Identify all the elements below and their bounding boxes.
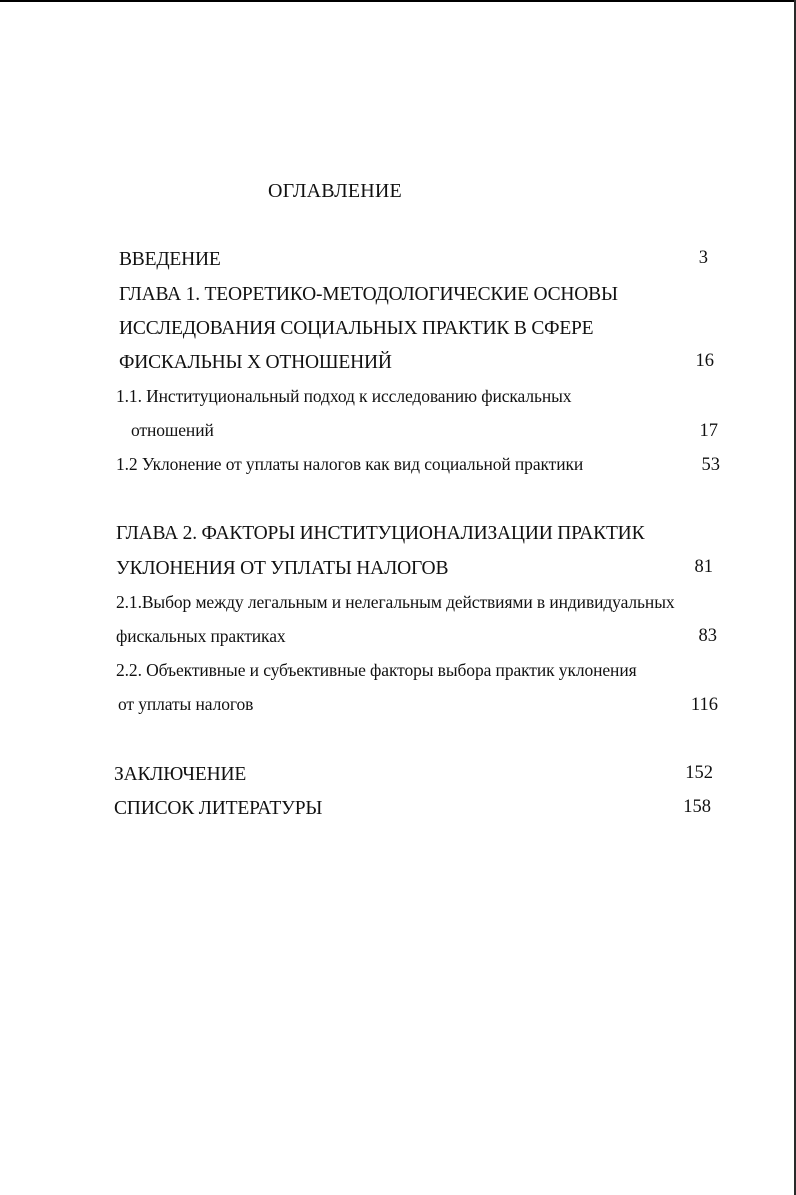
toc-section1-1-line1: 1.1. Институциональный подход к исследованию фискальных <box>116 386 572 406</box>
toc-intro-page: 3 <box>698 248 708 268</box>
toc-section2-1-line2: фискальных практиках <box>116 626 286 646</box>
scan-top-edge <box>0 0 796 2</box>
toc-chapter1-line3: ФИСКАЛЬНЫ Х ОТНОШЕНИЙ <box>119 352 392 373</box>
toc-bibliography-label: СПИСОК ЛИТЕРАТУРЫ <box>114 798 323 819</box>
toc-section1-1-line2: отношений <box>131 420 214 440</box>
toc-section1-1-page: 17 <box>699 421 718 441</box>
toc-chapter1-line1: ГЛАВА 1. ТЕОРЕТИКО-МЕТОДОЛОГИЧЕСКИЕ ОСНОВЫ <box>119 284 618 305</box>
toc-intro-label: ВВЕДЕНИЕ <box>119 249 221 270</box>
toc-chapter2-line1: ГЛАВА 2. ФАКТОРЫ ИНСТИТУЦИОНАЛИЗАЦИИ ПРАКТИК <box>116 523 645 544</box>
toc-chapter1-line2: ИССЛЕДОВАНИЯ СОЦИАЛЬНЫХ ПРАКТИК В СФЕРЕ <box>119 318 594 339</box>
toc-chapter1-page: 16 <box>695 351 714 371</box>
toc-conclusion-label: ЗАКЛЮЧЕНИЕ <box>114 764 247 785</box>
toc-chapter2-line2: УКЛОНЕНИЯ ОТ УПЛАТЫ НАЛОГОВ <box>116 558 449 579</box>
toc-section1-2-line1: 1.2 Уклонение от уплаты налогов как вид социальной практики <box>116 454 584 474</box>
toc-section2-2-line2: от уплаты налогов <box>118 694 254 714</box>
toc-title: ОГЛАВЛЕНИЕ <box>268 180 402 202</box>
toc-section2-2-line1: 2.2. Объективные и субъективные факторы выбора практик уклонения <box>116 660 637 680</box>
toc-section2-1-line1: 2.1.Выбор между легальным и нелегальным действиями в индивидуальных <box>116 592 675 612</box>
toc-chapter2-page: 81 <box>694 557 713 577</box>
toc-section1-2-page: 53 <box>701 455 720 475</box>
toc-section2-1-page: 83 <box>698 626 717 646</box>
toc-conclusion-page: 152 <box>685 763 713 783</box>
toc-bibliography-page: 158 <box>683 797 711 817</box>
toc-section2-2-page: 116 <box>690 695 718 715</box>
